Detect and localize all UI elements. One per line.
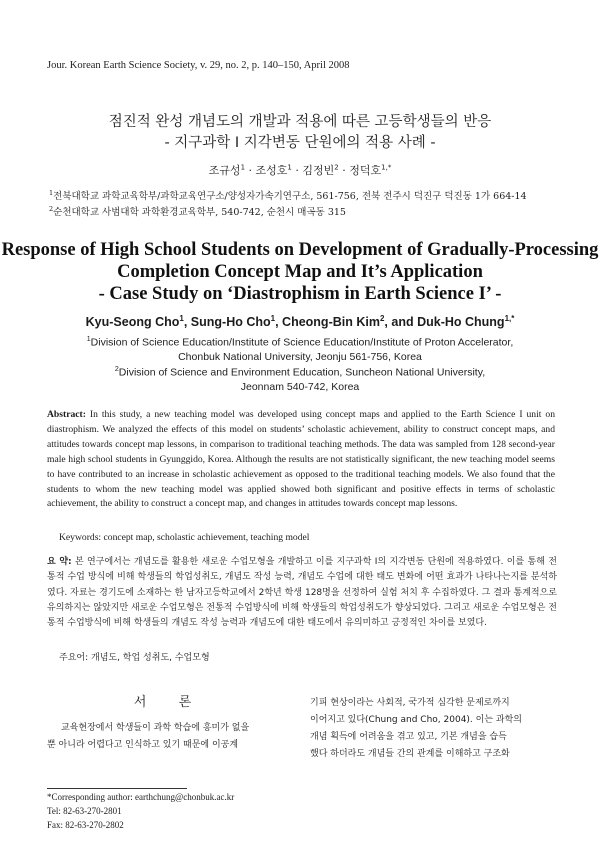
affiliation-text: 전북대학교 과학교육학부/과학교육연구소/양성자가속기연구소, 561-756, 전북 전주시 덕진구 덕진동 1가 664-14 (53, 191, 527, 202)
keywords-text: concept map, scholastic achievement, teaching model (103, 532, 310, 543)
paragraph-line: 했다 하더라도 개념들 간의 관계를 이해하고 구조화 (310, 749, 510, 759)
affiliation-text: Division of Science Education/Institute of Science Education/Institute of Proton Accelerator, (90, 336, 514, 349)
korean-authors: 조규성$^1$ · 조성호$^1$ · 김정빈$^2$ · 정덕호$^{1,*}$ (208, 163, 392, 177)
author-name: 조성호 (255, 164, 288, 177)
section-title-introduction: 서 론 (133, 695, 206, 710)
author-name: Sung-Ho Cho (190, 315, 271, 330)
author-sup: 2 (334, 163, 339, 172)
affiliation-sup: 1 (86, 336, 91, 343)
paragraph-line: 기피 현상이라는 사회적, 국가적 심각한 문제로까지 (310, 698, 510, 708)
english-title-line2: Completion Concept Map and It’s Application (117, 262, 483, 282)
affiliation-text: Division of Science and Environment Education, Suncheon National University, (118, 366, 486, 379)
author-sup: 1 (287, 163, 292, 172)
author-sup: 1 (270, 314, 276, 323)
affiliation-text: 순천대학교 사범대학 과학환경교육학부, 540-742, 순천시 매곡동 315 (53, 207, 346, 218)
english-affiliation-1-line2: Chonbuk National University, Jeonju 561-756, Korea (178, 351, 422, 363)
korean-abstract (47, 555, 557, 631)
author-name: 조규성 (208, 164, 241, 177)
author-name: 정덕호 (349, 164, 382, 177)
author-sup: 1,* (381, 163, 392, 172)
journal-citation: Jour. Korean Earth Science Society, v. 29, no. 2, p. 140–150, April 2008 (47, 60, 350, 71)
corresponding-author-footnote: *Corresponding author: earthchung@chonbuk.ac.kr (47, 792, 235, 802)
author-sup: 2 (379, 314, 385, 323)
korean-abstract-text: 본 연구에서는 개념도를 활용한 새로운 수업모형을 개발하고 이를 지구과학 I의 지각변동 단원에 적용하였다. 이를 통해 전통적 수업 방식에 비해 학생들의 학업성취도, 개념도 작성 능력, 개념도 수업에 대한 태도 변화에 어떤 효과가 나타나는지를 분석하였다. 자료는 경기도에 소재하는 한 남자고등학교에서 2학년 학생 128명을 선정하여 실험 처치 후 수집하였다. 그 결과 통계적으로 유의하지는 않았지만 새로운 수업모형은 전통적 수업방식에 비해 학생들의 학업성취도가 향상되었다. 그리고 새로운 수업모형은 전통적 수업방식에 비해 학생들의 개념도 작성 능력과 개념도에 대한 태도에서 유의미하고 긍정적인 차이를 보였다. (47, 557, 557, 629)
abstract-text: In this study, a new teaching model was developed using concept maps and applied to the Earth Science I unit on diastrophism. We analyzed the effects of this model on students’ scholastic achievement, ability to construct concept maps, and attitudes towards concept map lessons, in comparison to traditional teaching methods. The data was sampled from 128 second-year male high school students in Gyunggido, Korea. Although the results are not statistically significant, the new teaching model seems to have contributed to an increase in scholastic achievement as opposed to the traditional teaching models. We also found that the students to whom the new teaching model was applied showed both significant and positive effects in terms of scholastic achievement, the ability to construct a concept map, and changes in attitudes towards concept map lessons. (47, 409, 555, 510)
author-name: Cheong-Bin Kim (282, 315, 380, 330)
author-name: Duk-Ho Chung (417, 315, 505, 330)
korean-keywords-label: 주요어: (59, 653, 89, 663)
english-affiliation-1-line1 (0, 336, 600, 349)
korean-title-line2: - 지구과학 I 지각변동 단원에의 적용 사례 - (164, 135, 436, 151)
keywords-label: Keywords: (59, 532, 102, 543)
english-affiliation-2-line2: Jeonnam 540-742, Korea (240, 381, 360, 393)
english-affiliation-2-line1 (0, 366, 600, 379)
affiliation-sup: 2 (49, 204, 54, 213)
paragraph-line: 개념 획득에 어려움을 겪고 있고, 기본 개념을 습득 (310, 732, 507, 742)
author-sup: 1 (240, 163, 246, 172)
english-title-line1: Response of High School Students on Development of Gradually-Processing (1, 240, 599, 260)
author-name: Kyu-Seong Cho (85, 315, 180, 330)
paragraph-line: 교육현장에서 학생들이 과학 학습에 흥미가 없을 (61, 723, 250, 733)
keywords (59, 532, 309, 543)
left-column-body (47, 720, 292, 754)
affiliation-sup: 1 (49, 188, 54, 197)
english-title-line3: - Case Study on ‘Diastrophism in Earth Science I’ - (98, 284, 502, 304)
fax-footnote: Fax: 82-63-270-2802 (47, 820, 124, 830)
abstract (47, 408, 555, 512)
author-sup: 1 (179, 314, 184, 323)
korean-title-line1: 점진적 완성 개념도의 개발과 적용에 따른 고등학생들의 반응 (108, 114, 492, 130)
korean-affiliation-2 (49, 204, 346, 218)
korean-keywords-text: 개념도, 학업 성취도, 수업모형 (91, 653, 210, 663)
affiliation-sup: 2 (114, 366, 119, 373)
telephone-footnote: Tel: 82-63-270-2801 (47, 806, 122, 816)
footnote-divider (47, 788, 187, 789)
english-authors: Kyu-Seong Cho$^1$, Sung-Ho Cho$^1$, Cheong-Bin Kim$^2$, and Duk-Ho Chung$^{1,*}$ (85, 314, 515, 330)
author-name: 김정빈 (302, 164, 335, 177)
author-sup: 1,* (504, 314, 515, 323)
abstract-label: Abstract: (47, 409, 86, 420)
paragraph-line: 이어지고 있다(Chung and Cho, 2004). 이는 과학의 (310, 715, 522, 725)
korean-abstract-label: 요 약: (47, 557, 72, 567)
korean-affiliation-1 (49, 188, 527, 202)
paragraph-line: 뿐 아니라 어렵다고 인식하고 있기 때문에 이공계 (47, 740, 239, 750)
korean-keywords (59, 650, 210, 663)
right-column-body (310, 695, 555, 763)
